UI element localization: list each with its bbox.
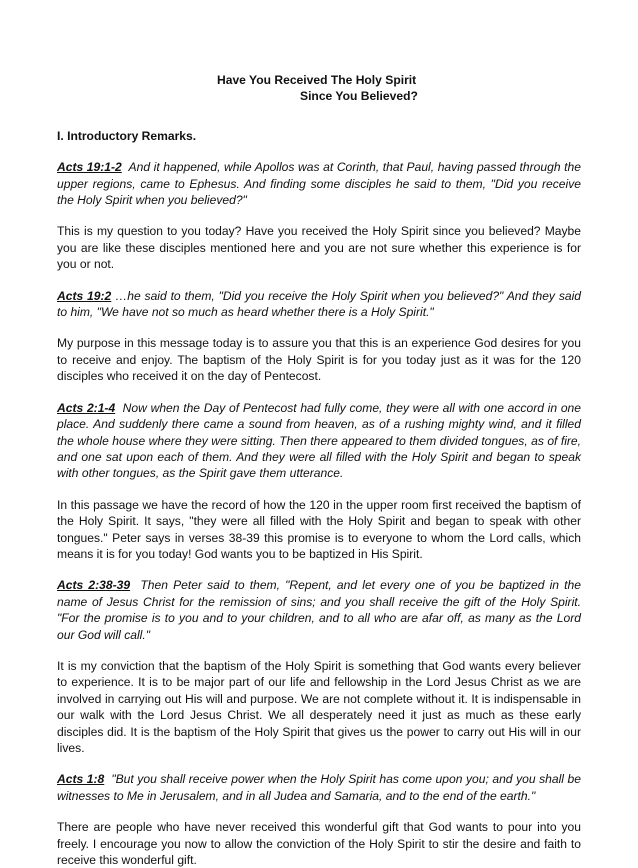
- title-line-2: Since You Believed?: [300, 89, 418, 104]
- body-paragraph: My purpose in this message today is to assure you that this is an experience God desires for you to receive and enjoy. The baptism of the Holy Spirit is for you today just as it was for the 120 disciples who received it on the day of Pentecost.: [57, 336, 581, 384]
- verse-paragraph: [57, 159, 581, 208]
- verse-paragraph: [57, 577, 581, 643]
- verse-text: Now when the Day of Pentecost had fully come, they were all with one accord in one place. And suddenly there came a sound from heaven, as of a rushing mighty wind, and it filled the whole house where they were sitting. Then there appeared to them divided tongues, as of fire, and one sat upon each of them. And they were all filled with the Holy Spirit and began to speak with other tongues, as the Spirit gave them utterance.: [57, 400, 581, 481]
- verse-text: And it happened, while Apollos was at Corinth, that Paul, having passed through the upper regions, came to Ephesus. And finding some disciples he said to them, "Did you receive the Holy Spirit when you believed?": [57, 160, 581, 208]
- scripture-reference: Acts 2:1-4: [57, 400, 116, 415]
- body-paragraph: In this passage we have the record of how the 120 in the upper room first received the baptism of the Holy Spirit. It says, "they were all filled with the Holy Spirit and began to speak with other tongues." Peter says in verses 38-39 this promise is to everyone to whom the Lord calls, which means it is for you today! God wants you to be baptized in His Spirit.: [57, 497, 581, 561]
- verse-text: "But you shall receive power when the Holy Spirit has come upon you; and you shall be witnesses to Me in Jerusalem, and in all Judea and Samaria, and to the end of the earth.": [57, 772, 581, 803]
- scripture-reference: Acts 1:8: [57, 772, 105, 787]
- body-paragraph: This is my question to you today? Have you received the Holy Spirit since you believed? Maybe you are like these disciples mentioned here and you are not sure whether this experience is for you or not.: [57, 224, 581, 272]
- section-heading: I. Introductory Remarks.: [57, 128, 197, 143]
- body-paragraph: There are people who have never received this wonderful gift that God wants to pour into you freely. I encourage you now to allow the conviction of the Holy Spirit to stir the desire and faith to receive this wonderful gift.: [57, 820, 581, 868]
- verse-text: …he said to them, "Did you receive the Holy Spirit when you believed?" And they said to him, "We have not so much as heard whether there is a Holy Spirit.": [57, 288, 582, 320]
- scripture-reference: Acts 19:1-2: [57, 160, 122, 175]
- body-paragraph: It is my conviction that the baptism of the Holy Spirit is something that God wants every believer to experience. It is to be major part of our life and fellowship in the Lord Jesus Christ as we are involved in carrying out His will and purpose. We are not complete without it. It is indispensable in our walk with the Lord Jesus Christ. We all desperately need it just as much as these early disciples did. It is the baptism of the Holy Spirit that gives us the power to carry out His will in our lives.: [57, 658, 581, 755]
- verse-paragraph: [57, 400, 581, 482]
- verse-paragraph: [57, 288, 581, 321]
- title-line-1: Have You Received The Holy Spirit: [217, 73, 417, 87]
- document-page: [57, 72, 581, 868]
- verse-paragraph: [57, 771, 581, 804]
- scripture-reference: Acts 19:2: [57, 288, 112, 303]
- scripture-reference: Acts 2:38-39: [57, 578, 131, 593]
- verse-text: Then Peter said to them, "Repent, and let every one of you be baptized in the name of Jesus Christ for the remission of sins; and you shall receive the gift of the Holy Spirit. "For the promise is to you and to your children, and to all who are afar off, as many as the Lord our God will call.": [57, 578, 581, 642]
- document-title: [57, 72, 581, 105]
